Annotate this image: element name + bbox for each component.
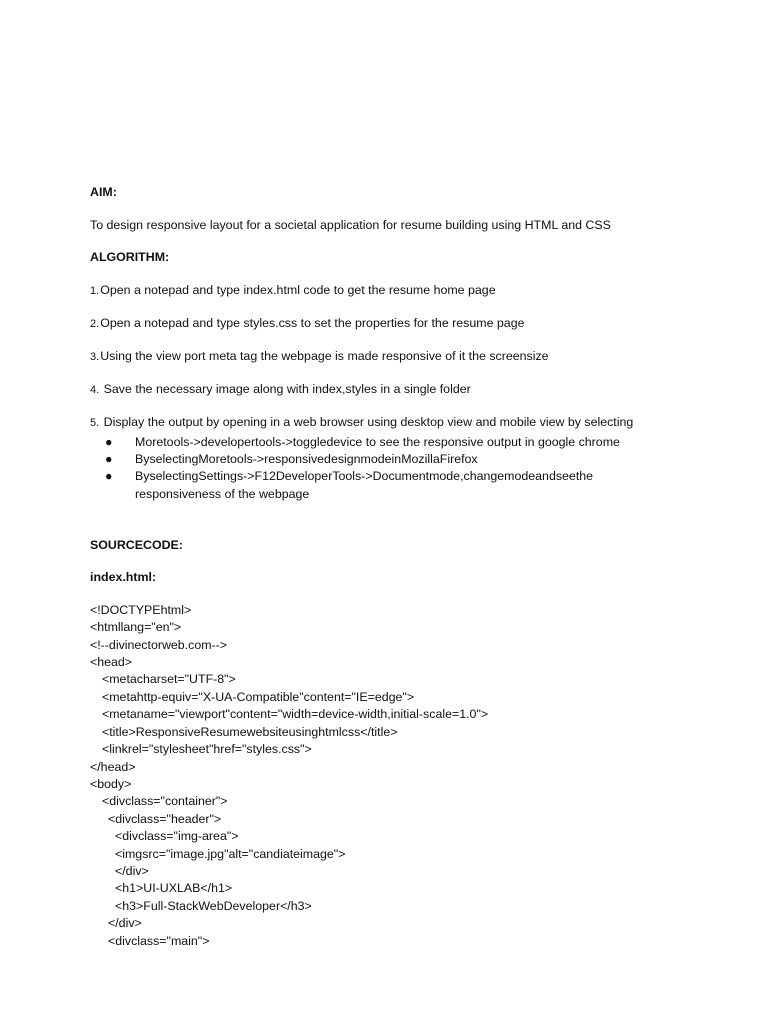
step-number: 4. <box>90 384 100 396</box>
step-number: 3. <box>90 351 100 363</box>
code-line: <divclass="main"> <box>108 934 210 948</box>
step-number: 1. <box>90 285 100 297</box>
code-line: <metahttp-equiv="X-UA-Compatible"content="IE=edge"> <box>102 690 415 704</box>
code-line: <h1>UI-UXLAB</h1> <box>115 881 233 895</box>
bullet-text: Moretools->developertools->toggledevice to see the responsive output in google chrome <box>135 435 620 449</box>
code-line: <body> <box>90 777 132 791</box>
step-text: Open a notepad and type index.html code to get the resume home page <box>100 283 496 297</box>
sourcecode-heading: SOURCECODE: <box>90 538 183 552</box>
code-line: <htmllang="en"> <box>90 620 182 634</box>
algorithm-step-1 <box>90 282 496 299</box>
bullet-text: ByselectingSettings->F12DeveloperTools->Documentmode,changemodeandseethe <box>135 469 594 483</box>
code-line: <imgsrc="image.jpg"alt="candiateimage"> <box>115 847 346 861</box>
algorithm-step-4 <box>90 381 471 398</box>
algorithm-step-5 <box>90 414 633 431</box>
bullet-dot: ● <box>105 435 113 449</box>
step-text: Display the output by opening in a web browser using desktop view and mobile view by selecting <box>100 415 634 429</box>
code-line: <metaname="viewport"content="width=device-width,initial-scale=1.0"> <box>102 707 489 721</box>
code-line: </div> <box>108 916 142 930</box>
bullet-dot: ● <box>105 469 113 483</box>
step-number: 2. <box>90 318 100 330</box>
code-line: </head> <box>90 760 136 774</box>
code-line: <linkrel="stylesheet"href="styles.css"> <box>102 742 312 756</box>
code-line: <h3>Full-StackWebDeveloper</h3> <box>115 899 312 913</box>
bullet-text: ByselectingMoretools->responsivedesignmodeinMozillaFirefox <box>135 452 478 466</box>
code-line: <divclass="header"> <box>108 812 222 826</box>
code-line: </div> <box>115 864 149 878</box>
code-line: <title>ResponsiveResumewebsiteusinghtmlcss</title> <box>102 725 398 739</box>
bullet-dot: ● <box>105 452 113 466</box>
file-label: index.html: <box>90 570 157 584</box>
bullet-text-continued: responsiveness of the webpage <box>135 487 310 501</box>
step-text: Save the necessary image along with index,styles in a single folder <box>100 382 471 396</box>
step-text: Using the view port meta tag the webpage is made responsive of it the screensize <box>100 349 549 363</box>
algorithm-step-3 <box>90 348 549 365</box>
algorithm-heading: ALGORITHM: <box>90 250 170 264</box>
code-line: <divclass="container"> <box>102 794 228 808</box>
code-line: <!--divinectorweb.com--> <box>90 638 228 652</box>
code-line: <!DOCTYPEhtml> <box>90 603 192 617</box>
step-text: Open a notepad and type styles.css to set the properties for the resume page <box>100 316 525 330</box>
aim-heading: AIM: <box>90 185 117 199</box>
code-line: <head> <box>90 655 133 669</box>
code-line: <metacharset="UTF-8"> <box>102 672 236 686</box>
code-line: <divclass="img-area"> <box>115 829 239 843</box>
step-number: 5. <box>90 417 100 429</box>
algorithm-step-2 <box>90 315 524 332</box>
aim-text: To design responsive layout for a societal application for resume building using HTML and CSS <box>90 218 611 232</box>
